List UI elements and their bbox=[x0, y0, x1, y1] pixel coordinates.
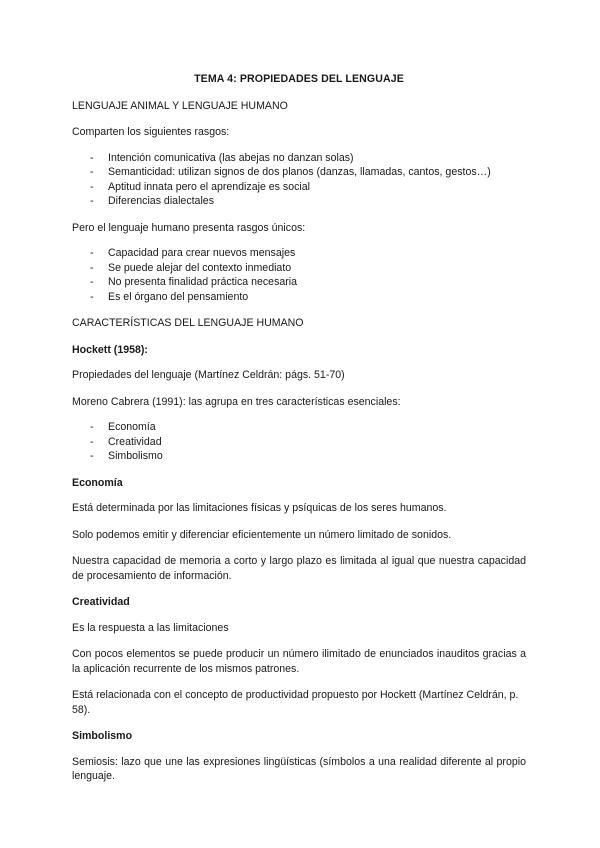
characteristics-list bbox=[72, 420, 526, 464]
list-item: - Semanticidad: utilizan signos de dos planos (danzas, llamadas, cantos, gestos…) bbox=[90, 166, 491, 178]
dash-bullet: - bbox=[90, 435, 94, 448]
creatividad-paragraph-1: Es la respuesta a las limitaciones bbox=[72, 621, 229, 634]
unique-traits-list bbox=[72, 246, 526, 304]
creatividad-heading: Creatividad bbox=[72, 596, 130, 608]
creatividad-paragraph-3: Está relacionada con el concepto de productividad propuesto por Hockett (Martínez Celdrán, p. 58). bbox=[72, 689, 519, 716]
list-item: - Capacidad para crear nuevos mensajes bbox=[90, 247, 296, 259]
simbolismo-heading: Simbolismo bbox=[72, 730, 133, 742]
list-item: - Simbolismo bbox=[90, 450, 163, 462]
dash-bullet: - bbox=[90, 421, 94, 433]
dash-bullet: - bbox=[90, 195, 94, 207]
dash-bullet: - bbox=[90, 290, 94, 303]
section-heading-animal-humano: LENGUAJE ANIMAL Y LENGUAJE HUMANO bbox=[72, 99, 288, 112]
list-item: - Intención comunicativa (las abejas no danzan solas) bbox=[90, 151, 354, 164]
list-item: - Economía bbox=[90, 421, 156, 433]
economia-paragraph-2: Solo podemos emitir y diferenciar eficientemente un número limitado de sonidos. bbox=[72, 528, 452, 541]
dash-bullet: - bbox=[90, 450, 94, 462]
list-item: - Aptitud innata pero el aprendizaje es social bbox=[90, 180, 311, 193]
list-item: - Diferencias dialectales bbox=[90, 195, 214, 207]
shared-traits-list bbox=[72, 151, 526, 209]
shared-traits-intro: Comparten los siguientes rasgos: bbox=[72, 126, 230, 138]
unique-traits-intro: Pero el lenguaje humano presenta rasgos únicos: bbox=[72, 221, 306, 234]
economia-paragraph-3: Nuestra capacidad de memoria a corto y largo plazo es limitada al igual que nuestra capacidad de procesamiento de información. bbox=[72, 555, 526, 582]
dash-bullet: - bbox=[90, 180, 94, 193]
moreno-cabrera-intro: Moreno Cabrera (1991): las agrupa en tres características esenciales: bbox=[72, 395, 401, 408]
list-item: - Se puede alejar del contexto inmediato bbox=[90, 261, 292, 274]
list-item: - Es el órgano del pensamiento bbox=[90, 290, 249, 303]
economia-heading: Economía bbox=[72, 476, 123, 489]
section-heading-caracteristicas: CARACTERÍSTICAS DEL LENGUAJE HUMANO bbox=[72, 317, 304, 329]
properties-reference: Propiedades del lenguaje (Martínez Celdrán: págs. 51-70) bbox=[72, 369, 345, 381]
dash-bullet: - bbox=[90, 276, 94, 288]
list-item: - Creatividad bbox=[90, 435, 162, 448]
dash-bullet: - bbox=[90, 166, 94, 178]
dash-bullet: - bbox=[90, 151, 94, 164]
list-item: - No presenta finalidad práctica necesaria bbox=[90, 276, 298, 288]
document-title: TEMA 4: PROPIEDADES DEL LENGUAJE bbox=[194, 73, 404, 85]
simbolismo-paragraph-1: Semiosis: lazo que une las expresiones lingüísticas (símbolos a una realidad diferente al propio lenguaje. bbox=[72, 755, 526, 782]
hockett-heading: Hockett (1958): bbox=[72, 343, 148, 356]
dash-bullet: - bbox=[90, 247, 94, 259]
economia-paragraph-1: Está determinada por las limitaciones físicas y psíquicas de los seres humanos. bbox=[72, 502, 447, 514]
dash-bullet: - bbox=[90, 261, 94, 274]
creatividad-paragraph-2: Con pocos elementos se puede producir un número ilimitado de enunciados inauditos gracias a la aplicación recurrente de los mismos patrones. bbox=[72, 648, 526, 675]
